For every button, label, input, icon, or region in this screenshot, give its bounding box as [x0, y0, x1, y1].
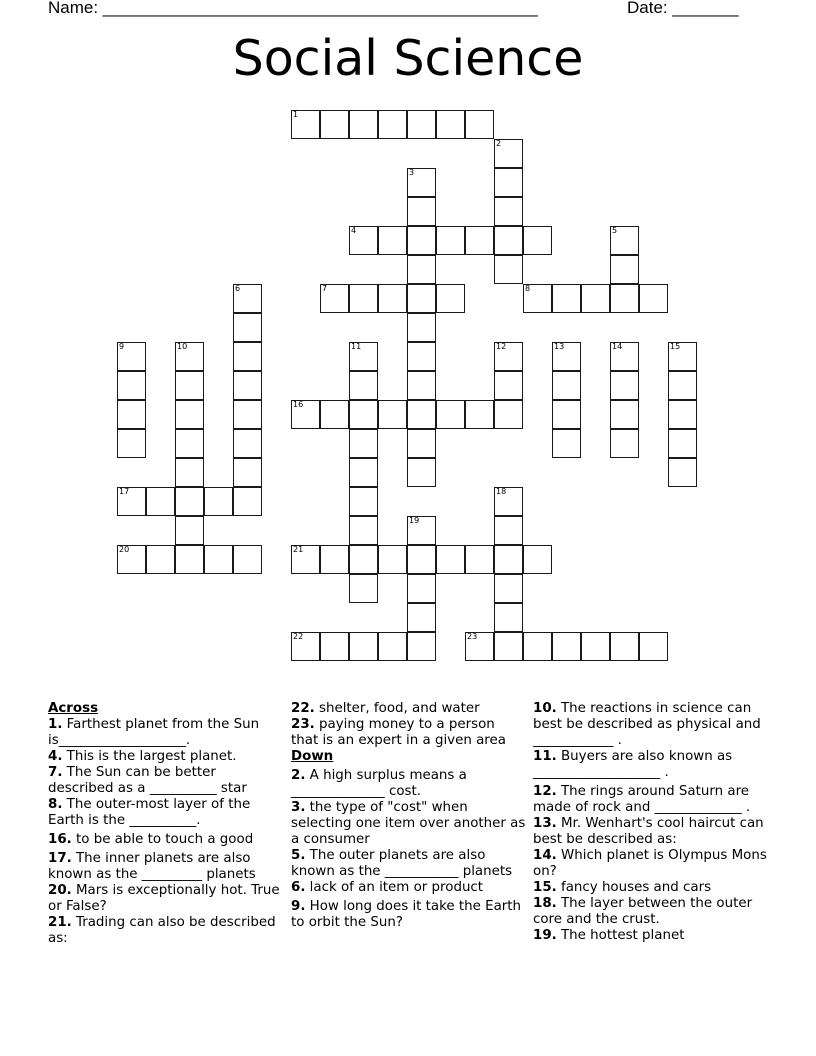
grid-cell[interactable]: [552, 400, 581, 429]
grid-cell[interactable]: [494, 574, 523, 603]
clue-number: 4: [351, 226, 357, 235]
grid-cell[interactable]: [494, 487, 523, 516]
grid-cell[interactable]: [349, 284, 378, 313]
grid-cell[interactable]: [291, 545, 320, 574]
clue-number: 6: [235, 284, 241, 293]
grid-cell[interactable]: [668, 371, 697, 400]
grid-cell[interactable]: [233, 284, 262, 313]
grid-cell[interactable]: [494, 371, 523, 400]
grid-cell[interactable]: [668, 342, 697, 371]
clue-across-16: 16. to be able to touch a good: [48, 832, 254, 847]
grid-cell[interactable]: [233, 342, 262, 371]
clue-down-13: 13. Mr. Wenhart's cool haircut can best be described as:: [533, 816, 764, 847]
clue-number: 14: [612, 342, 623, 351]
grid-cell[interactable]: [494, 603, 523, 632]
clue-down-10: 10. The reactions in science can best be described as physical and ____________ .: [533, 701, 761, 748]
grid-cell[interactable]: [349, 545, 378, 574]
clue-number: 3: [409, 168, 415, 177]
grid-cell[interactable]: [349, 574, 378, 603]
grid-cell[interactable]: [639, 632, 668, 661]
grid-cell[interactable]: [349, 458, 378, 487]
grid-cell[interactable]: [552, 284, 581, 313]
grid-cell[interactable]: [378, 110, 407, 139]
grid-cell[interactable]: [407, 371, 436, 400]
clue-down-19: 19. The hottest planet: [533, 928, 685, 943]
clue-down-9: 9. How long does it take the Earth to orbit the Sun?: [291, 899, 522, 930]
grid-cell[interactable]: [668, 458, 697, 487]
grid-cell[interactable]: [610, 429, 639, 458]
grid-cell[interactable]: [175, 545, 204, 574]
grid-cell[interactable]: [436, 400, 465, 429]
clue-down-2: 2. A high surplus means a ______________ cost.: [291, 768, 467, 799]
grid-cell[interactable]: [117, 545, 146, 574]
grid-cell[interactable]: [552, 342, 581, 371]
clue-number: 21: [293, 545, 304, 554]
grid-cell[interactable]: [233, 487, 262, 516]
clue-across-23: 23. paying money to a person that is an expert in a given area: [291, 717, 506, 748]
grid-cell[interactable]: [175, 487, 204, 516]
clue-number: 22: [293, 632, 304, 641]
name-field-label[interactable]: Name: ______________________________________________: [48, 0, 538, 17]
grid-cell[interactable]: [349, 371, 378, 400]
grid-cell[interactable]: [407, 342, 436, 371]
clue-number: 16: [293, 400, 304, 409]
grid-cell[interactable]: [465, 226, 494, 255]
clue-number: 15: [670, 342, 681, 351]
clue-number: 18: [496, 487, 507, 496]
clue-across-21: 21. Trading can also be described as:: [48, 915, 276, 946]
grid-cell[interactable]: [320, 110, 349, 139]
across-heading: Across: [48, 701, 99, 716]
clue-number: 13: [554, 342, 565, 351]
grid-cell[interactable]: [494, 226, 523, 255]
clue-number: 5: [612, 226, 618, 235]
grid-cell[interactable]: [204, 487, 233, 516]
grid-cell[interactable]: [175, 458, 204, 487]
grid-cell[interactable]: [378, 226, 407, 255]
clue-down-11: 11. Buyers are also known as ___________________ .: [533, 749, 733, 780]
clue-number: 23: [467, 632, 478, 641]
grid-cell[interactable]: [378, 545, 407, 574]
grid-cell[interactable]: [175, 429, 204, 458]
grid-cell[interactable]: [378, 284, 407, 313]
grid-cell[interactable]: [291, 400, 320, 429]
clue-across-7: 7. The Sun can be better described as a __________ star: [48, 765, 247, 796]
grid-cell[interactable]: [523, 226, 552, 255]
grid-cell[interactable]: [117, 371, 146, 400]
grid-cell[interactable]: [610, 400, 639, 429]
grid-cell[interactable]: [610, 284, 639, 313]
clues-column-3: [533, 701, 773, 944]
grid-cell[interactable]: [233, 545, 262, 574]
grid-cell[interactable]: [175, 371, 204, 400]
grid-cell[interactable]: [291, 110, 320, 139]
clue-number: 1: [293, 110, 299, 119]
clue-number: 7: [322, 284, 328, 293]
grid-cell[interactable]: [233, 313, 262, 342]
clue-down-15: 15. fancy houses and cars: [533, 880, 712, 895]
grid-cell[interactable]: [610, 632, 639, 661]
grid-cell[interactable]: [465, 110, 494, 139]
grid-cell[interactable]: [146, 545, 175, 574]
grid-cell[interactable]: [407, 516, 436, 545]
clues-column-1: [48, 701, 280, 947]
clue-across-20: 20. Mars is exceptionally hot. True or False?: [48, 883, 280, 914]
grid-cell[interactable]: [175, 400, 204, 429]
clue-across-1: 1. Farthest planet from the Sun is___________________.: [48, 717, 260, 748]
page-title: Social Science: [232, 30, 584, 87]
grid-cell[interactable]: [668, 429, 697, 458]
grid-cell[interactable]: [349, 487, 378, 516]
grid-cell[interactable]: [291, 632, 320, 661]
grid-cell[interactable]: [610, 255, 639, 284]
grid-cell[interactable]: [407, 168, 436, 197]
down-heading: Down: [291, 749, 334, 764]
grid-cell[interactable]: [146, 487, 175, 516]
grid-cell[interactable]: [494, 516, 523, 545]
grid-cell[interactable]: [407, 574, 436, 603]
clue-across-17: 17. The inner planets are also known as the _________ planets: [48, 851, 256, 882]
grid-cell[interactable]: [349, 110, 378, 139]
clue-across-22: 22. shelter, food, and water: [291, 701, 480, 716]
clue-number: 11: [351, 342, 362, 351]
clue-down-3: 3. the type of "cost" when selecting one item over another as a consumer: [291, 800, 526, 847]
grid-cell[interactable]: [494, 197, 523, 226]
grid-cell[interactable]: [320, 632, 349, 661]
grid-cell[interactable]: [378, 632, 407, 661]
grid-cell[interactable]: [610, 226, 639, 255]
grid-cell[interactable]: [552, 632, 581, 661]
grid-cell[interactable]: [233, 458, 262, 487]
grid-cell[interactable]: [407, 545, 436, 574]
clue-number: 12: [496, 342, 507, 351]
grid-cell[interactable]: [581, 284, 610, 313]
grid-cell[interactable]: [523, 545, 552, 574]
grid-cell[interactable]: [436, 110, 465, 139]
grid-cell[interactable]: [494, 632, 523, 661]
grid-cell[interactable]: [407, 458, 436, 487]
grid-cell[interactable]: [117, 342, 146, 371]
grid-cell[interactable]: [320, 400, 349, 429]
grid-cell[interactable]: [436, 284, 465, 313]
grid-cell[interactable]: [349, 632, 378, 661]
grid-cell[interactable]: [407, 632, 436, 661]
grid-cell[interactable]: [407, 226, 436, 255]
grid-cell[interactable]: [494, 139, 523, 168]
grid-cell[interactable]: [117, 429, 146, 458]
grid-cell[interactable]: [407, 255, 436, 284]
grid-cell[interactable]: [117, 400, 146, 429]
clue-number: 20: [119, 545, 130, 554]
grid-cell[interactable]: [494, 255, 523, 284]
clue-down-18: 18. The layer between the outer core and the crust.: [533, 896, 753, 927]
grid-cell[interactable]: [523, 284, 552, 313]
grid-cell[interactable]: [349, 400, 378, 429]
grid-cell[interactable]: [378, 400, 407, 429]
clue-down-14: 14. Which planet is Olympus Mons on?: [533, 848, 767, 879]
grid-cell[interactable]: [465, 545, 494, 574]
grid-cell[interactable]: [494, 342, 523, 371]
grid-cell[interactable]: [349, 516, 378, 545]
grid-cell[interactable]: [320, 545, 349, 574]
grid-cell[interactable]: [175, 342, 204, 371]
grid-cell[interactable]: [349, 429, 378, 458]
clue-number: 2: [496, 139, 502, 148]
grid-cell[interactable]: [465, 400, 494, 429]
grid-cell[interactable]: [610, 371, 639, 400]
grid-cell[interactable]: [233, 371, 262, 400]
clue-across-4: 4. This is the largest planet.: [48, 749, 237, 764]
grid-cell[interactable]: [494, 168, 523, 197]
grid-cell[interactable]: [407, 110, 436, 139]
grid-cell[interactable]: [117, 487, 146, 516]
clue-across-8: 8. The outer-most layer of the Earth is the __________.: [48, 797, 251, 828]
grid-cell[interactable]: [668, 400, 697, 429]
grid-cell[interactable]: [204, 545, 233, 574]
clue-down-5: 5. The outer planets are also known as the ___________ planets: [291, 848, 513, 879]
grid-cell[interactable]: [233, 400, 262, 429]
clue-number: 9: [119, 342, 125, 351]
grid-cell[interactable]: [639, 284, 668, 313]
grid-cell[interactable]: [349, 226, 378, 255]
grid-cell[interactable]: [349, 342, 378, 371]
clue-number: 10: [177, 342, 188, 351]
grid-cell[interactable]: [494, 400, 523, 429]
date-field-label[interactable]: Date: _______: [627, 0, 739, 17]
grid-cell[interactable]: [407, 313, 436, 342]
clue-down-12: 12. The rings around Saturn are made of rock and _____________ .: [533, 784, 751, 815]
grid-cell[interactable]: [523, 632, 552, 661]
grid-cell[interactable]: [407, 400, 436, 429]
grid-cell[interactable]: [233, 429, 262, 458]
clue-number: 8: [525, 284, 531, 293]
grid-cell[interactable]: [494, 545, 523, 574]
grid-cell[interactable]: [552, 371, 581, 400]
grid-cell[interactable]: [407, 429, 436, 458]
grid-cell[interactable]: [465, 632, 494, 661]
grid-cell[interactable]: [175, 516, 204, 545]
clue-number: 19: [409, 516, 420, 525]
clue-number: 17: [119, 487, 130, 496]
grid-cell[interactable]: [407, 197, 436, 226]
grid-cell[interactable]: [407, 284, 436, 313]
grid-cell[interactable]: [552, 429, 581, 458]
grid-cell[interactable]: [436, 226, 465, 255]
grid-cell[interactable]: [581, 632, 610, 661]
grid-cell[interactable]: [436, 545, 465, 574]
clue-down-6: 6. lack of an item or product: [291, 880, 484, 895]
grid-cell[interactable]: [610, 342, 639, 371]
grid-cell[interactable]: [407, 603, 436, 632]
grid-cell[interactable]: [320, 284, 349, 313]
clues-column-2: [291, 701, 526, 931]
